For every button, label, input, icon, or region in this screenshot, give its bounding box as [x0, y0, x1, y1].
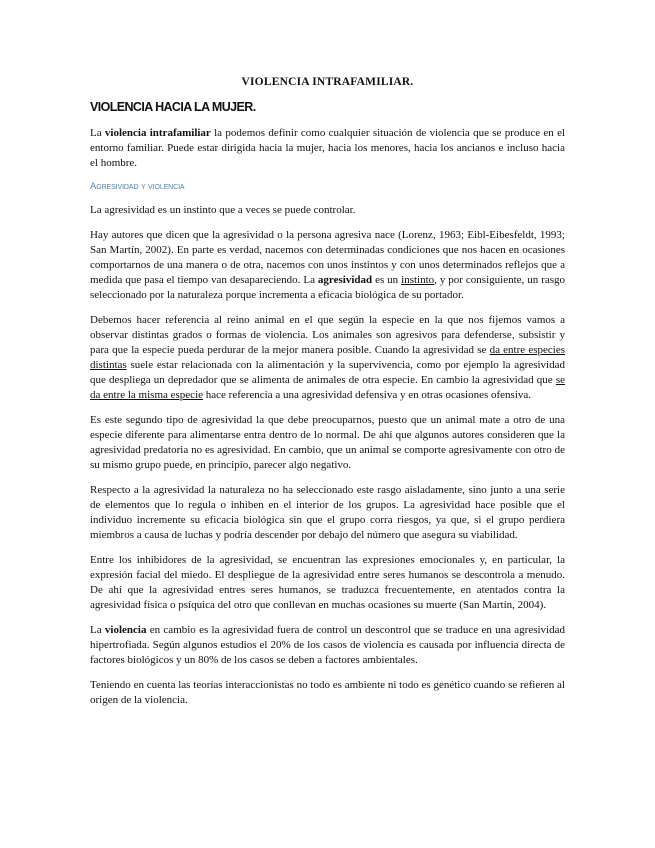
text-run: La	[90, 127, 105, 139]
paragraph-nature: Respecto a la agresividad la naturaleza no ha seleccionado este rasgo aisladamente, sino junto a una serie de elementos que lo regula o inhiben en el interior de los grupos. La agresividad hace posible que el individuo incremente su eficacia biológica sin que el grupo corra riesgos, ya que, si el grupo perdiera miembros a causa de luchas y podría descender por debajo del número que asegura su viabilidad.	[90, 484, 565, 541]
text-run: es un	[372, 274, 402, 286]
paragraph-instinct: La agresividad es un instinto que a veces se puede controlar.	[90, 204, 356, 216]
subsection-heading: Agresividad y violencia	[90, 181, 185, 192]
document-title: VIOLENCIA INTRAFAMILIAR.	[241, 76, 414, 88]
paragraph-authors	[90, 228, 565, 303]
underlined-term: se da entre la misma especie	[90, 374, 565, 401]
paragraph-interactionist: Teniendo en cuenta las teorías interaccionistas no todo es ambiente ni todo es genético cuando se refieren al origen de la violencia.	[90, 679, 565, 706]
text-run: la podemos definir como cualquier situación de violencia que se produce en el entorno familiar. Puede estar dirigida hacia la mujer, hacia los menores, hacia los ancianos e incluso hacia el hombre.	[90, 127, 566, 169]
paragraph-definition	[90, 126, 565, 171]
text-run: hace referencia a una agresividad defensiva y en otras ocasiones ofensiva.	[203, 389, 532, 401]
text-run: Hay autores que dicen que la agresividad o la persona agresiva nace (Lorenz, 1963; Eibl-Eibesfeldt, 1993; San Martín, 2002). En parte es verdad, nacemos con determinadas condiciones que nos hacen en ocasiones comportarnos de una manera o de otra, nacemos con unos instintos y con unos determinados reflejos que a medida que pasa el tiempo van desapareciendo. La	[90, 229, 565, 286]
text-run: en cambio es la agresividad fuera de control un descontrol que se traduce en una agresividad hipertrofiada. Según algunos estudios el 20% de los casos de violencia es causada por influencia directa de factores biológicos y un 80% de los casos se deben a factores ambientales.	[90, 624, 565, 666]
paragraph-inhibitors: Entre los inhibidores de la agresividad, se encuentran las expresiones emocionales y, en particular, la expresión facial del miedo. El despliegue de la agresividad entre seres humanos se descontrola a menudo. De ahí que la agresividad entres seres humanos, se traduzca frecuentemente, en atentados contra la agresividad física o psíquica del otro que conllevan en muchas ocasiones su muerte (San Martín, 2004).	[90, 554, 565, 611]
paragraph-animal-kingdom	[90, 313, 565, 403]
underlined-term: instinto	[401, 274, 435, 286]
bold-term: violencia	[104, 624, 147, 636]
bold-term: agresividad	[317, 274, 373, 286]
paragraph-violence	[90, 623, 565, 668]
paragraph-second-type: Es este segundo tipo de agresividad la que debe preocuparnos, puesto que un animal mate a otro de una especie diferente para alimentarse entra dentro de lo normal. De ahí que algunos autores consideren que la agresividad predatoria no es agresividad. En cambio, que un animal se comporte agresivamente con otro de su mismo grupo puede, en principio, parecer algo negativo.	[90, 414, 565, 471]
bold-term: violencia intrafamiliar	[104, 127, 211, 139]
text-run: Debemos hacer referencia al reino animal en el que según la especie en la que nos fijemos vamos a observar distintas grados o formas de violencia. Los animales son agresivos para defenderse, subsistir y para que la especie pueda perdurar de la mejor manera posible. Cuando la agresividad se	[90, 314, 565, 356]
section-heading: VIOLENCIA HACIA LA MUJER.	[90, 100, 256, 114]
text-run: La	[90, 624, 105, 636]
text-run: , y por consiguiente, un rasgo seleccionado por la naturaleza porque incrementa a eficacia biológica de su portador.	[90, 274, 565, 301]
text-run: suele estar relacionada con la alimentación y la supervivencia, como por ejemplo la agresividad que despliega un depredador que se alimenta de animales de otra especie. En cambio la agresividad que	[90, 359, 565, 386]
underlined-term: da entre especies distintas	[90, 344, 565, 371]
